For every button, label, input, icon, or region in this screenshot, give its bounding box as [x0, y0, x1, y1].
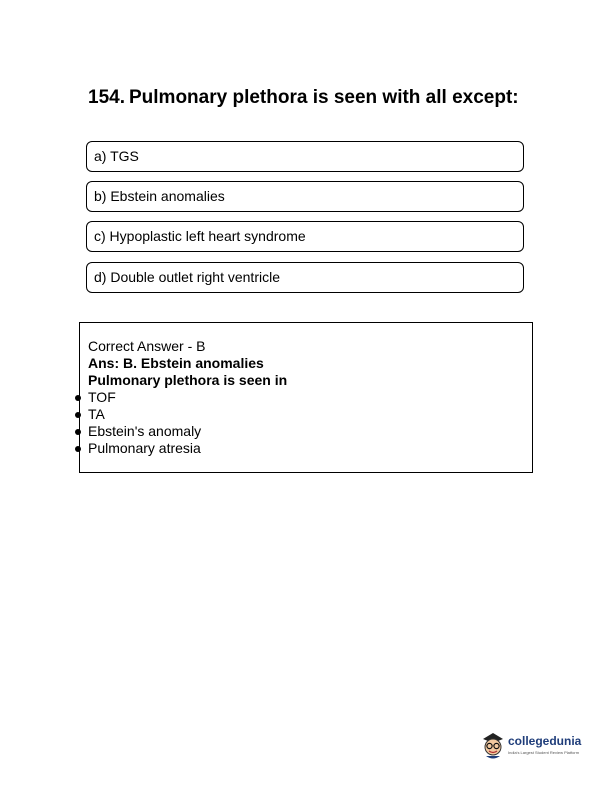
- logo-brand-text: collegedunia: [508, 734, 582, 748]
- option-a[interactable]: a) TGS: [86, 141, 524, 172]
- answer-text: Ans: B. Ebstein anomalies: [88, 355, 264, 371]
- question: [88, 86, 528, 110]
- list-item: TOF: [88, 389, 116, 405]
- bullet-icon: [75, 412, 81, 418]
- collegedunia-logo: [480, 730, 584, 764]
- option-d[interactable]: d) Double outlet right ventricle: [86, 262, 524, 293]
- logo-tagline: India's Largest Student Review Platform: [508, 750, 580, 755]
- bullet-icon: [75, 395, 81, 401]
- bullet-icon: [75, 429, 81, 435]
- question-number: 154.: [88, 87, 125, 108]
- answer-box: [79, 322, 533, 473]
- question-text: Pulmonary plethora is seen with all except:: [129, 87, 519, 108]
- list-item: Pulmonary atresia: [88, 440, 201, 456]
- list-item: TA: [88, 406, 105, 422]
- option-c[interactable]: c) Hypoplastic left heart syndrome: [86, 221, 524, 252]
- mascot-icon: [480, 730, 506, 760]
- option-b[interactable]: b) Ebstein anomalies: [86, 181, 524, 212]
- bullet-icon: [75, 446, 81, 452]
- correct-answer-label: Correct Answer - B: [88, 338, 206, 354]
- explanation-heading: Pulmonary plethora is seen in: [88, 372, 288, 388]
- list-item: Ebstein's anomaly: [88, 423, 202, 439]
